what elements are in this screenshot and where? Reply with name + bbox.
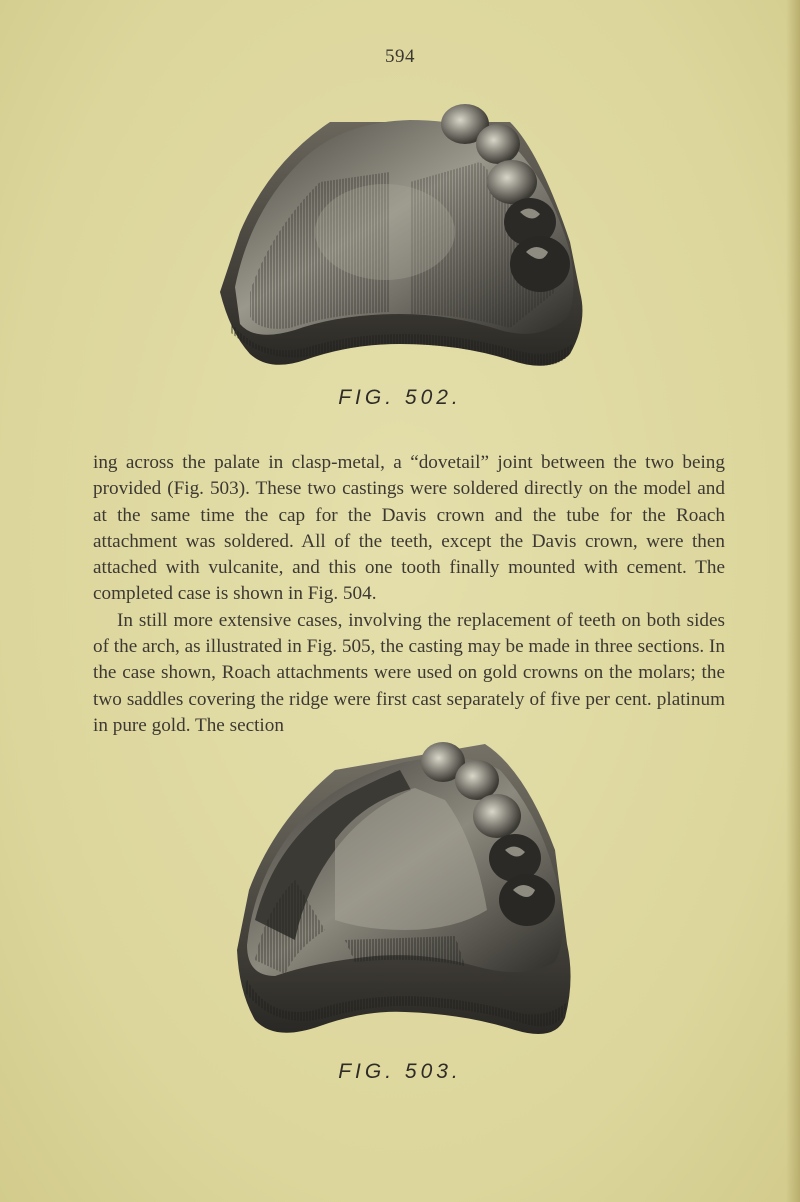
dental-model-502-drawing bbox=[210, 92, 590, 384]
figure-502-illustration bbox=[0, 92, 800, 384]
figure-502-caption: FIG. 502. bbox=[338, 386, 462, 409]
paragraph-1: ing across the palate in clasp-metal, a “dovetail” joint between the two being provided (Fig. 503). These two castings were soldered directly on the model and at the same time the cap for the Davis crown and the tube for the Roach attachment was soldered. All of the teeth, except the Davis crown, were then attached with vulcanite, and this one tooth finally mounted with cement. The completed case is shown in Fig. 504. bbox=[93, 452, 725, 605]
figure-503-illustration bbox=[0, 730, 800, 1048]
page-number: 594 bbox=[385, 46, 415, 67]
dental-model-503-drawing bbox=[225, 730, 575, 1048]
paragraph-2: In still more extensive cases, involving the replacement of teeth on both sides of the arch, as illustrated in Fig. 505, the casting may be made in three sections. In the case shown, Roach attachments were used on gold crowns on the molars; the two saddles covering the ridge were first cast separately of five per cent. platinum in pure gold. The section bbox=[93, 609, 725, 736]
figure-503-caption: FIG. 503. bbox=[338, 1060, 462, 1083]
body-text bbox=[93, 450, 725, 739]
